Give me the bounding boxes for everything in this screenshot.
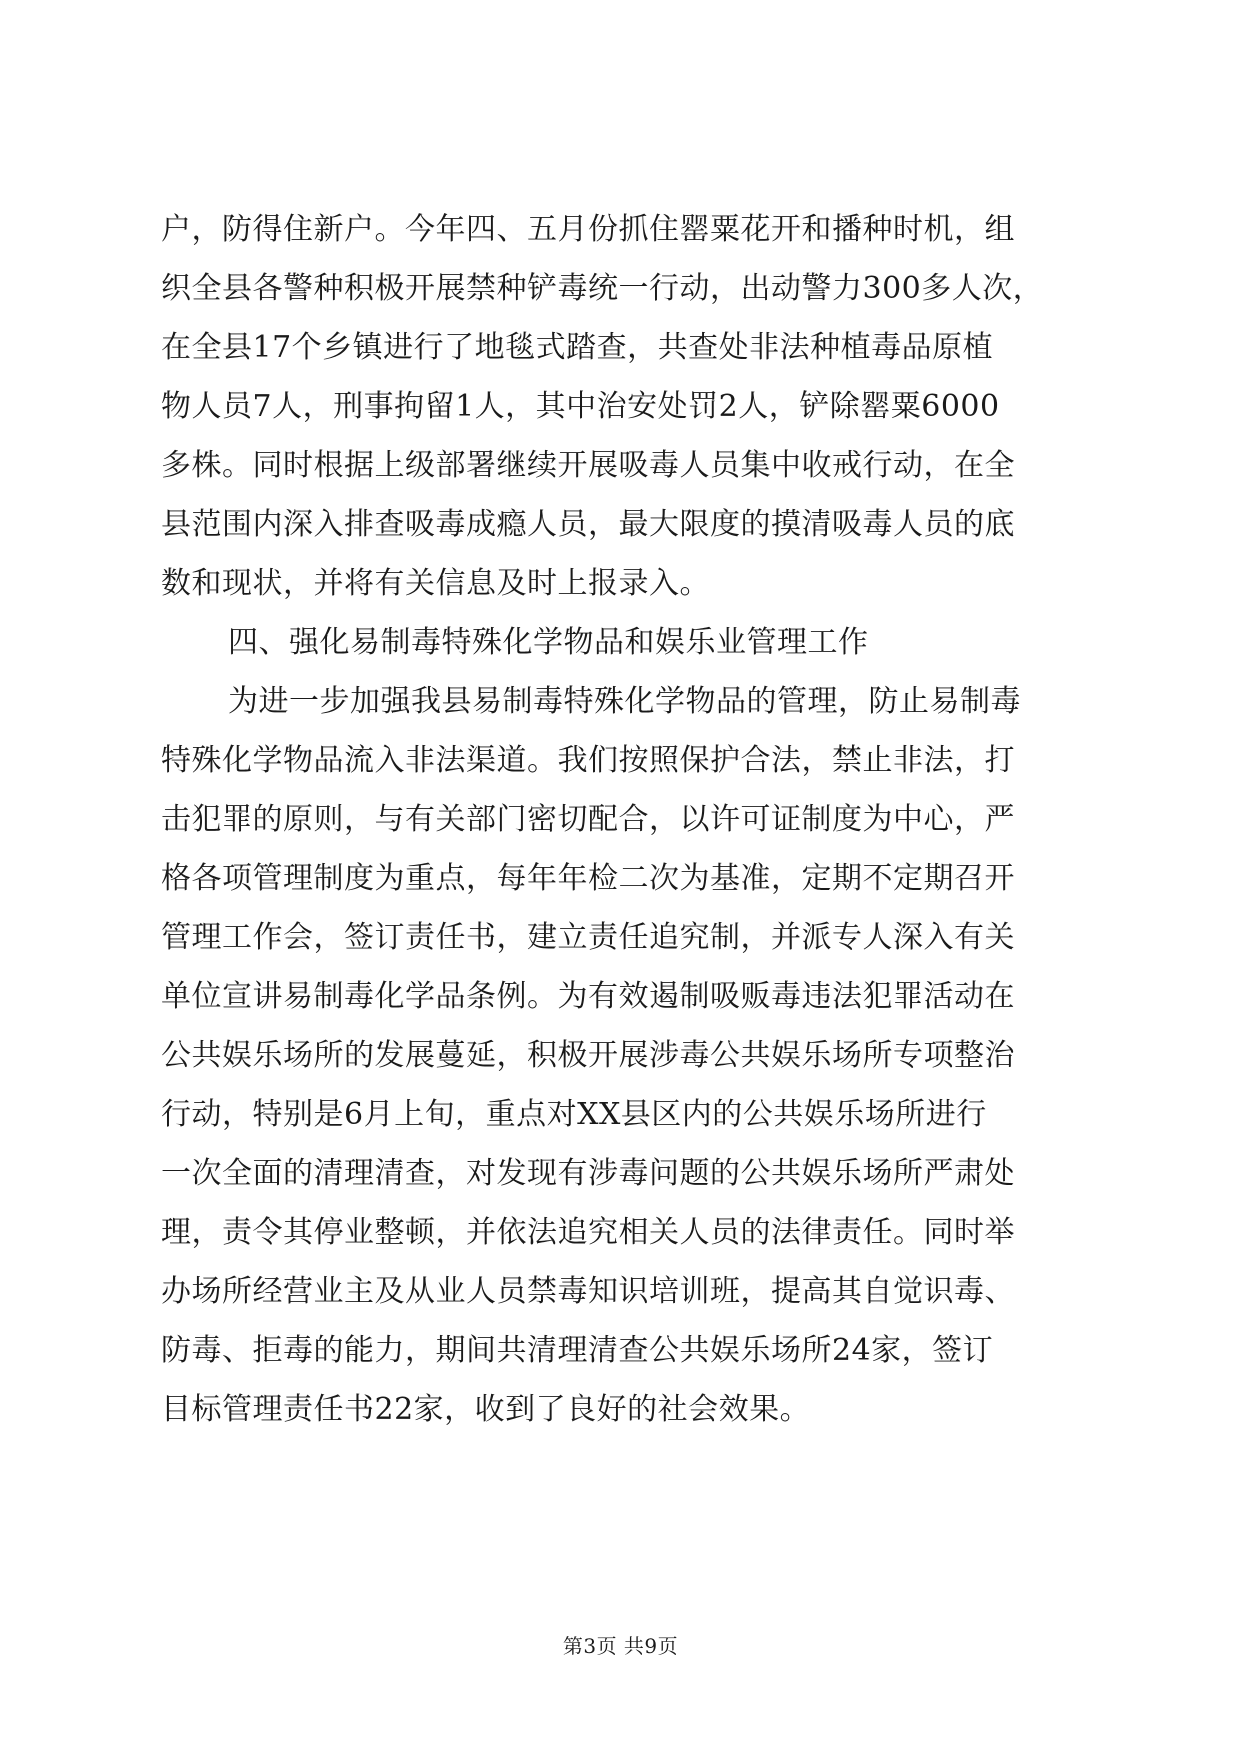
paragraph-line: 理，责令其停业整顿，并依法追究相关人员的法律责任。同时举 [161,1215,1015,1250]
page-number-footer: 第3页 共9页 [562,1634,679,1658]
paragraph-line: 特殊化学物品流入非法渠道。我们按照保护合法，禁止非法，打 [161,743,1015,778]
paragraph-line: 防毒、拒毒的能力，期间共清理清查公共娱乐场所24家，签订 [161,1333,994,1368]
body-line: 数和现状，并将有关信息及时上报录入。 [161,566,710,601]
body-line: 多株。同时根据上级部署继续开展吸毒人员集中收戒行动，在全 [161,448,1015,483]
paragraph-line: 公共娱乐场所的发展蔓延，积极开展涉毒公共娱乐场所专项整治 [161,1038,1015,1073]
paragraph-line: 击犯罪的原则，与有关部门密切配合，以许可证制度为中心，严 [161,802,1015,837]
paragraph-line: 单位宣讲易制毒化学品条例。为有效遏制吸贩毒违法犯罪活动在 [161,979,1015,1014]
body-line: 在全县17个乡镇进行了地毯式踏查，共查处非法种植毒品原植 [161,330,994,365]
body-line: 户，防得住新户。今年四、五月份抓住罂粟花开和播种时机，组 [161,212,1015,247]
paragraph-first-line: 为进一步加强我县易制毒特殊化学物品的管理，防止易制毒 [228,684,1021,719]
paragraph-line: 行动，特别是6月上旬，重点对XX县区内的公共娱乐场所进行 [161,1097,987,1132]
section-heading: 四、强化易制毒特殊化学物品和娱乐业管理工作 [228,625,869,660]
paragraph-line: 目标管理责任书22家，收到了良好的社会效果。 [161,1392,811,1427]
paragraph-line: 管理工作会，签订责任书，建立责任追究制，并派专人深入有关 [161,920,1015,955]
paragraph-line: 办场所经营业主及从业人员禁毒知识培训班，提高其自觉识毒、 [161,1274,1015,1309]
body-line: 织全县各警种积极开展禁种铲毒统一行动，出动警力300多人次， [161,271,1044,306]
paragraph-line: 一次全面的清理清查，对发现有涉毒问题的公共娱乐场所严肃处 [161,1156,1015,1191]
body-line: 物人员7人，刑事拘留1人，其中治安处罚2人，铲除罂粟6000 [161,389,1000,424]
paragraph-line: 格各项管理制度为重点，每年年检二次为基准，定期不定期召开 [161,861,1015,896]
body-line: 县范围内深入排查吸毒成瘾人员，最大限度的摸清吸毒人员的底 [161,507,1015,542]
